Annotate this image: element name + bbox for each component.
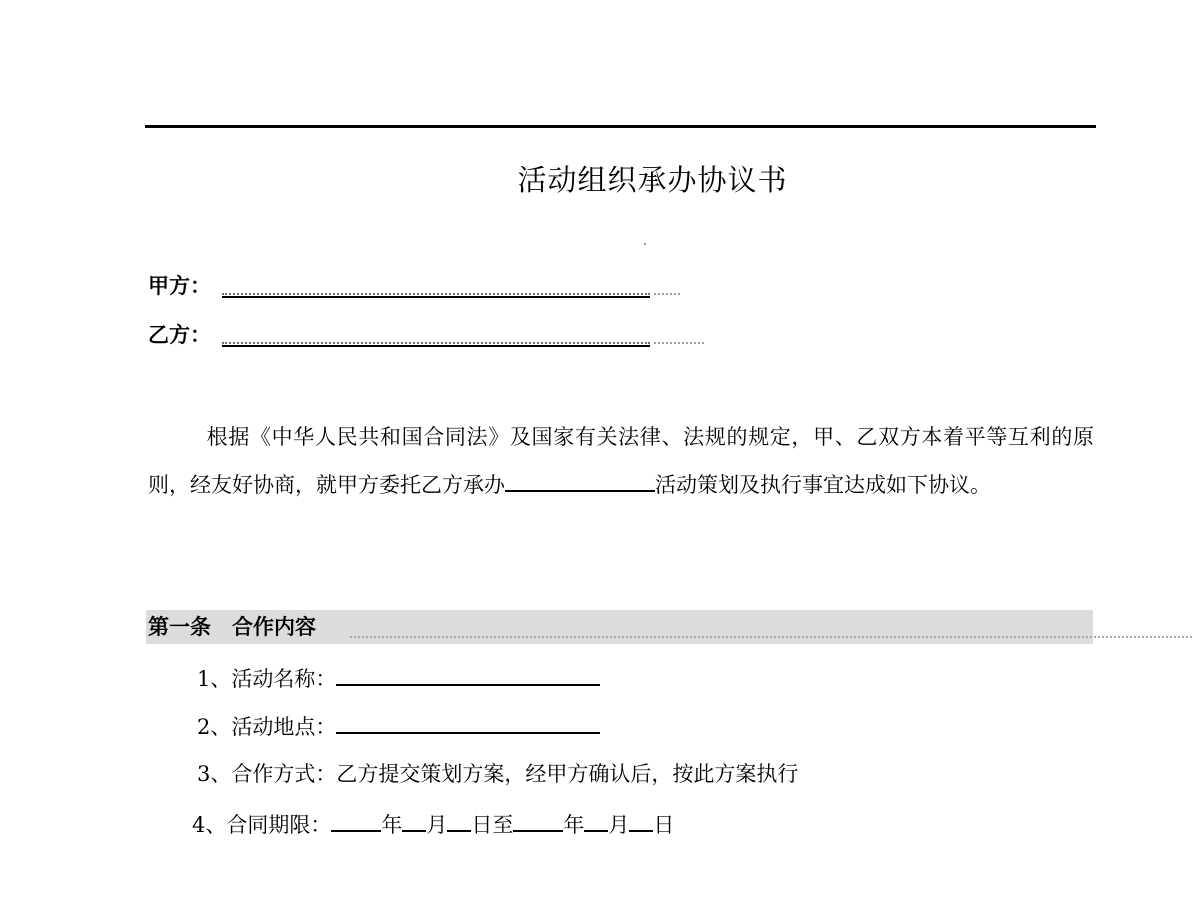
end-day-field[interactable] (629, 808, 653, 832)
party-a-label: 甲方： (148, 274, 211, 298)
start-day-to: 日至 (471, 813, 514, 837)
header-rule (145, 125, 1096, 128)
section-heading-dots (350, 636, 1192, 638)
activity-venue-field[interactable] (336, 710, 600, 734)
start-year-field[interactable] (331, 808, 381, 832)
contract-term-label: 4、合同期限： (192, 813, 332, 837)
document-title: 活动组织承办协议书 (517, 163, 788, 197)
item-contract-term (192, 808, 674, 840)
stray-mark (644, 243, 646, 245)
start-year-unit: 年 (381, 813, 403, 837)
party-b-label: 乙方： (148, 323, 211, 347)
end-year-unit: 年 (563, 813, 585, 837)
party-b-field[interactable] (222, 342, 650, 344)
start-month-unit: 月 (426, 813, 448, 837)
intro-text-part1: 根据《中华人民共和国合同法》及国家有关法律、法规的规定，甲、乙双方本着平等互利的原则，经友好协商，就甲方委托乙方承办 (148, 425, 1094, 497)
end-month-unit: 月 (608, 813, 630, 837)
item-activity-venue (197, 710, 600, 742)
start-month-field[interactable] (402, 808, 426, 832)
end-day-unit: 日 (653, 813, 675, 837)
item-activity-name (197, 662, 600, 694)
party-a-trailing-marks (654, 293, 680, 295)
party-b-trailing-marks (654, 342, 704, 344)
item-cooperation-mode: 3、合作方式：乙方提交策划方案，经甲方确认后，按此方案执行 (197, 762, 799, 786)
item-activity-venue-label: 2、活动地点： (197, 715, 337, 739)
party-a-field[interactable] (222, 293, 650, 295)
intro-text-part2: 活动策划及执行事宜达成如下协议。 (655, 473, 991, 497)
section-1-heading: 第一条 合作内容 (148, 615, 316, 639)
end-year-field[interactable] (513, 808, 563, 832)
activity-name-field[interactable] (336, 662, 600, 686)
intro-paragraph (148, 413, 1094, 509)
activity-blank-field[interactable] (505, 470, 655, 492)
start-day-field[interactable] (447, 808, 471, 832)
item-activity-name-label: 1、活动名称： (197, 667, 337, 691)
end-month-field[interactable] (584, 808, 608, 832)
